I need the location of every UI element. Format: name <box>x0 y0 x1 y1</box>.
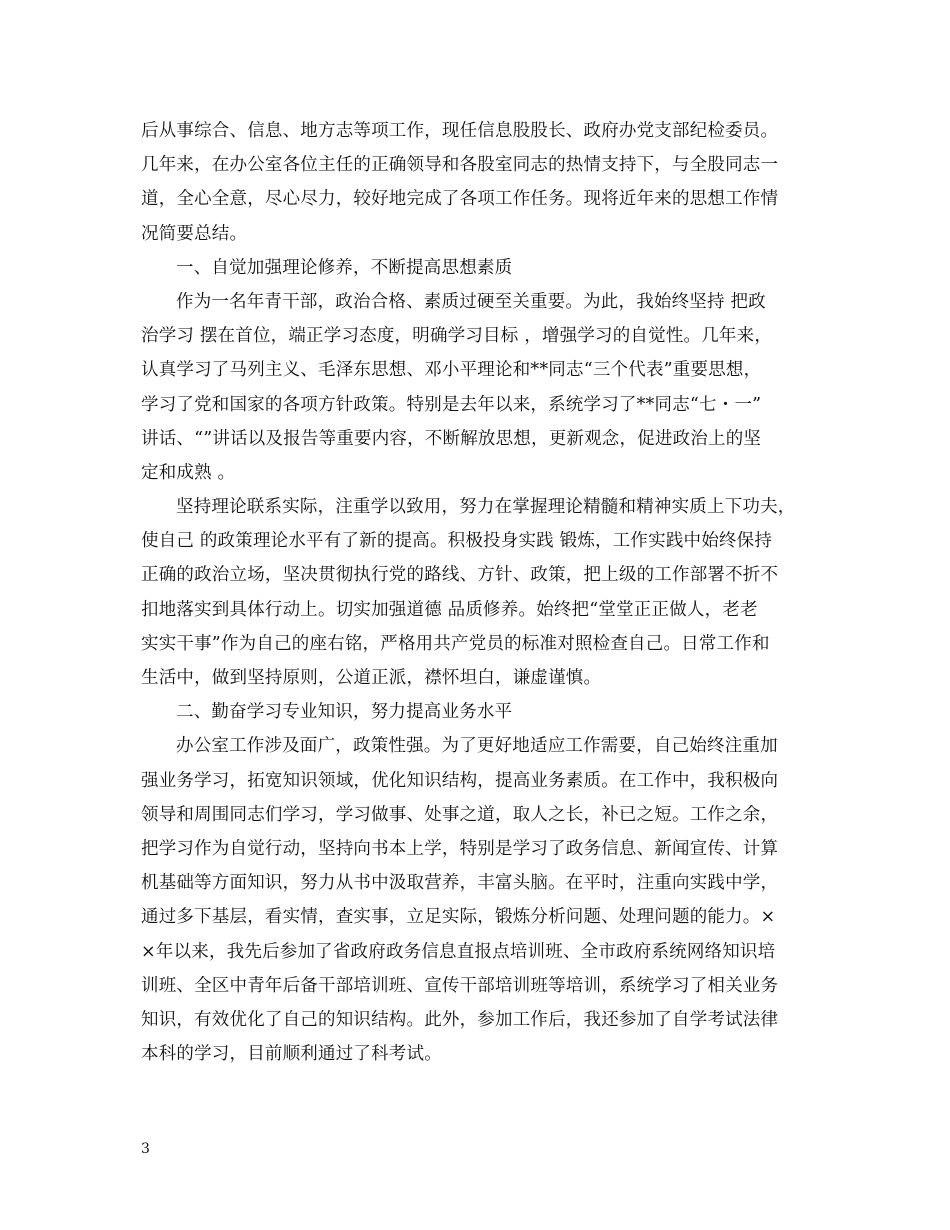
paragraph-start-line: 坚持理论联系实际，注重学以致用，努力在掌握理论精髓和精神实质上下功夫， <box>176 497 796 518</box>
text-line: 道，全心全意，尽心尽力，较好地完成了各项工作任务。现将近年来的思想工作情 <box>141 189 779 210</box>
text-line: 正确的政治立场，坚决贯彻执行党的路线、方针、政策，把上级的工作部署不折不 <box>141 565 779 586</box>
text-line: 况简要总结。 <box>141 223 248 244</box>
text-line: 讲话、“”讲话以及报告等重要内容，不断解放思想，更新观念，促进政治上的坚 <box>141 428 762 449</box>
text-line: 学习了党和国家的各项方针政策。特别是去年以来，系统学习了**同志“七・一” <box>141 394 762 415</box>
text-line: 扣地落实到具体行动上。切实加强道德 品质修养。始终把“堂堂正正做人，老老 <box>141 599 758 620</box>
text-line: ×年以来，我先后参加了省政府政务信息直报点培训班、全市政府系统网络知识培 <box>141 941 776 962</box>
text-line: 本科的学习，目前顺利通过了科考试。 <box>141 1044 442 1065</box>
text-line: 使自己 的政策理论水平有了新的提高。积极投身实践 锻炼，工作实践中始终保持 <box>141 531 773 552</box>
text-line: 训班、全区中青年后备干部培训班、宣传干部培训班等培训，系统学习了相关业务 <box>141 975 779 996</box>
text-line: 知识，有效优化了自己的知识结构。此外，参加工作后，我还参加了自学考试法律 <box>141 1009 779 1030</box>
text-line: 机基础等方面知识，努力从书中汲取营养，丰富头脑。在平时，注重向实践中学， <box>141 873 779 894</box>
text-line: 认真学习了马列主义、毛泽东思想、邓小平理论和**同志“三个代表”重要思想， <box>141 360 762 381</box>
text-line: 治学习 摆在首位，端正学习态度，明确学习目标 ，增强学习的自觉性。几年来， <box>141 326 773 347</box>
text-line: 把学习作为自觉行动，坚持向书本上学，特别是学习了政务信息、新闻宣传、计算 <box>141 838 779 859</box>
paragraph-start-line: 作为一名年青干部，政治合格、素质过硬至关重要。为此，我始终坚持 把政 <box>176 291 766 312</box>
text-line: 后从事综合、信息、地方志等项工作，现任信息股股长、政府办党支部纪检委员。 <box>141 121 779 141</box>
text-line: 生活中，做到坚持原则，公道正派，襟怀坦白，谦虚谨慎。 <box>141 668 602 688</box>
body-text <box>141 114 821 1071</box>
section-heading: 二、勤奋学习专业知识，努力提高业务水平 <box>176 702 513 723</box>
text-line: 强业务学习，拓宽知识领域，优化知识结构，提高业务素质。在工作中，我积极向 <box>141 770 779 791</box>
text-line: 领导和周围同志们学习，学习做事、处事之道，取人之长，补已之短。工作之余， <box>141 804 779 825</box>
text-line: 几年来，在办公室各位主任的正确领导和各股室同志的热情支持下，与全股同志一 <box>141 155 779 176</box>
section-heading: 一、自觉加强理论修养，不断提高思想素质 <box>176 257 513 278</box>
paragraph-start-line: 办公室工作涉及面广，政策性强。为了更好地适应工作需要，自己始终注重加 <box>176 736 778 757</box>
text-line: 定和成熟 。 <box>141 462 236 483</box>
page-number: 3 <box>141 1141 150 1157</box>
text-line: 通过多下基层，看实情，查实事，立足实际，锻炼分析问题、处理问题的能力。× <box>141 907 776 928</box>
text-line: 实实干事”作为自己的座右铭，严格用共产党员的标准对照检查自己。日常工作和 <box>141 633 770 654</box>
